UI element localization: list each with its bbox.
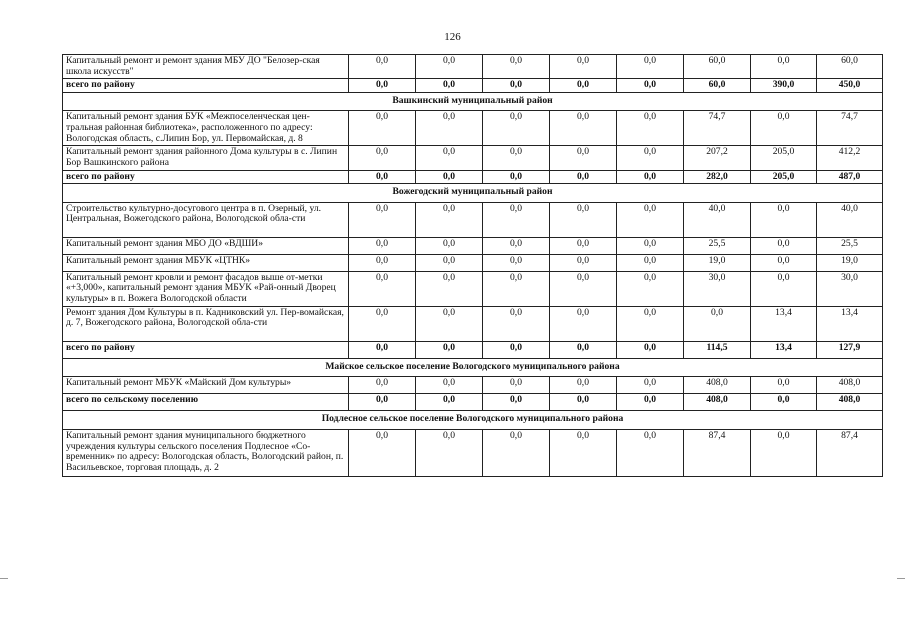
value-cell: 0,0 — [617, 146, 684, 170]
total-row — [63, 170, 883, 184]
value-cell: 0,0 — [483, 271, 550, 306]
table-row — [63, 306, 883, 341]
page-number: 126 — [444, 31, 461, 43]
value-cell: 0,0 — [550, 79, 617, 93]
value-cell: 0,0 — [483, 55, 550, 79]
row-name-cell: Капитальный ремонт здания МБУК «ЦТНК» — [63, 254, 349, 271]
value-cell: 0,0 — [349, 170, 416, 184]
row-name-cell: Капитальный ремонт здания муниципального бюджетного учреждения культуры сельского поселения Подлесное «Со-временник» по адресу: Вологодская область, Вологодский район, п. Васильевское, торговая площадь, д. 2 — [63, 429, 349, 476]
table-row — [63, 377, 883, 394]
value-cell: 0,0 — [751, 202, 817, 237]
value-cell: 0,0 — [550, 254, 617, 271]
value-cell: 19,0 — [817, 254, 883, 271]
value-cell: 408,0 — [817, 394, 883, 411]
value-cell: 0,0 — [349, 271, 416, 306]
value-cell: 114,5 — [684, 341, 751, 358]
row-name-cell: Капитальный ремонт кровли и ремонт фасадов выше от-метки «+3,000», капитальный ремонт здания МБУК «Рай-онный Дворец культуры» в п. Вожега Вологодской области — [63, 271, 349, 306]
section-header-row — [63, 411, 883, 430]
value-cell: 0,0 — [617, 111, 684, 146]
budget-table — [62, 54, 883, 477]
value-cell: 0,0 — [349, 306, 416, 341]
value-cell: 74,7 — [817, 111, 883, 146]
table-row — [63, 202, 883, 237]
table-row — [63, 146, 883, 170]
value-cell: 0,0 — [617, 55, 684, 79]
value-cell: 74,7 — [684, 111, 751, 146]
value-cell: 0,0 — [617, 254, 684, 271]
value-cell: 0,0 — [751, 254, 817, 271]
value-cell: 0,0 — [349, 202, 416, 237]
value-cell: 0,0 — [617, 377, 684, 394]
value-cell: 487,0 — [817, 170, 883, 184]
section-title: Подлесное сельское поселение Вологодского муниципального района — [63, 411, 883, 430]
table-row — [63, 271, 883, 306]
value-cell: 13,4 — [817, 306, 883, 341]
value-cell: 0,0 — [550, 55, 617, 79]
value-cell: 390,0 — [751, 79, 817, 93]
value-cell: 0,0 — [349, 111, 416, 146]
value-cell: 207,2 — [684, 146, 751, 170]
value-cell: 0,0 — [751, 111, 817, 146]
value-cell: 0,0 — [416, 377, 483, 394]
value-cell: 0,0 — [684, 306, 751, 341]
value-cell: 30,0 — [684, 271, 751, 306]
row-name-cell: Капитальный ремонт МБУК «Майский Дом культуры» — [63, 377, 349, 394]
value-cell: 0,0 — [349, 55, 416, 79]
row-name-cell: Капитальный ремонт здания районного Дома культуры в с. Липин Бор Вашкинского района — [63, 146, 349, 170]
value-cell: 0,0 — [751, 394, 817, 411]
value-cell: 0,0 — [483, 306, 550, 341]
value-cell: 30,0 — [817, 271, 883, 306]
value-cell: 0,0 — [550, 111, 617, 146]
value-cell: 0,0 — [349, 146, 416, 170]
value-cell: 205,0 — [751, 170, 817, 184]
value-cell: 282,0 — [684, 170, 751, 184]
section-header-row — [63, 92, 883, 111]
total-row — [63, 79, 883, 93]
row-name-cell: Капитальный ремонт здания БУК «Межпоселенческая цен-тральная районная библиотека», расположенного по адресу: Вологодская область, с.Липин Бор, ул. Первомайская, д. 8 — [63, 111, 349, 146]
value-cell: 0,0 — [483, 341, 550, 358]
value-cell: 0,0 — [617, 170, 684, 184]
value-cell: 0,0 — [416, 341, 483, 358]
value-cell: 0,0 — [349, 341, 416, 358]
value-cell: 0,0 — [550, 341, 617, 358]
value-cell: 0,0 — [416, 79, 483, 93]
value-cell: 0,0 — [416, 55, 483, 79]
value-cell: 0,0 — [416, 202, 483, 237]
value-cell: 0,0 — [617, 79, 684, 93]
value-cell: 25,5 — [684, 237, 751, 254]
value-cell: 0,0 — [550, 202, 617, 237]
value-cell: 60,0 — [817, 55, 883, 79]
value-cell: 87,4 — [817, 429, 883, 476]
value-cell: 0,0 — [483, 254, 550, 271]
table-row — [63, 55, 883, 79]
value-cell: 0,0 — [416, 111, 483, 146]
table-row — [63, 254, 883, 271]
value-cell: 19,0 — [684, 254, 751, 271]
value-cell: 60,0 — [684, 79, 751, 93]
value-cell: 0,0 — [416, 254, 483, 271]
value-cell: 13,4 — [751, 306, 817, 341]
section-header-row — [63, 358, 883, 377]
value-cell: 0,0 — [617, 394, 684, 411]
value-cell: 408,0 — [684, 377, 751, 394]
row-name-cell: всего по сельскому поселению — [63, 394, 349, 411]
value-cell: 0,0 — [483, 202, 550, 237]
value-cell: 450,0 — [817, 79, 883, 93]
row-name-cell: Капитальный ремонт здания МБО ДО «ВДШИ» — [63, 237, 349, 254]
value-cell: 0,0 — [416, 429, 483, 476]
value-cell: 40,0 — [817, 202, 883, 237]
value-cell: 0,0 — [550, 394, 617, 411]
section-title: Вожегодский муниципальный район — [63, 184, 883, 203]
section-header-row — [63, 184, 883, 203]
value-cell: 0,0 — [751, 237, 817, 254]
value-cell: 0,0 — [349, 237, 416, 254]
value-cell: 0,0 — [349, 429, 416, 476]
value-cell: 408,0 — [684, 394, 751, 411]
value-cell: 0,0 — [483, 429, 550, 476]
value-cell: 13,4 — [751, 341, 817, 358]
value-cell: 60,0 — [684, 55, 751, 79]
value-cell: 408,0 — [817, 377, 883, 394]
value-cell: 127,9 — [817, 341, 883, 358]
value-cell: 0,0 — [550, 146, 617, 170]
value-cell: 0,0 — [617, 237, 684, 254]
value-cell: 0,0 — [416, 306, 483, 341]
value-cell: 0,0 — [617, 271, 684, 306]
value-cell: 0,0 — [550, 377, 617, 394]
value-cell: 0,0 — [550, 170, 617, 184]
value-cell: 0,0 — [416, 170, 483, 184]
value-cell: 0,0 — [550, 271, 617, 306]
value-cell: 87,4 — [684, 429, 751, 476]
value-cell: 0,0 — [751, 429, 817, 476]
value-cell: 0,0 — [483, 170, 550, 184]
value-cell: 0,0 — [416, 394, 483, 411]
value-cell: 0,0 — [751, 377, 817, 394]
value-cell: 0,0 — [483, 377, 550, 394]
value-cell: 0,0 — [349, 394, 416, 411]
value-cell: 0,0 — [416, 271, 483, 306]
value-cell: 0,0 — [349, 79, 416, 93]
value-cell: 412,2 — [817, 146, 883, 170]
section-title: Майское сельское поселение Вологодского муниципального района — [63, 358, 883, 377]
value-cell: 0,0 — [617, 341, 684, 358]
table-row — [63, 429, 883, 476]
section-title: Вашкинский муниципальный район — [63, 92, 883, 111]
total-row — [63, 394, 883, 411]
value-cell: 0,0 — [483, 237, 550, 254]
value-cell: 0,0 — [483, 79, 550, 93]
table-row — [63, 111, 883, 146]
row-name-cell: всего по району — [63, 79, 349, 93]
value-cell: 0,0 — [483, 111, 550, 146]
margin-tick — [0, 578, 8, 579]
value-cell: 0,0 — [416, 237, 483, 254]
value-cell: 0,0 — [349, 254, 416, 271]
value-cell: 0,0 — [550, 237, 617, 254]
table-row — [63, 237, 883, 254]
value-cell: 0,0 — [617, 306, 684, 341]
value-cell: 40,0 — [684, 202, 751, 237]
row-name-cell: всего по району — [63, 170, 349, 184]
value-cell: 0,0 — [416, 146, 483, 170]
value-cell: 0,0 — [550, 429, 617, 476]
value-cell: 0,0 — [751, 271, 817, 306]
value-cell: 0,0 — [550, 306, 617, 341]
value-cell: 205,0 — [751, 146, 817, 170]
row-name-cell: Ремонт здания Дом Культуры в п. Кадниковский ул. Пер-вомайская, д. 7, Вожегодского района, Вологодской обла-сти — [63, 306, 349, 341]
total-row — [63, 341, 883, 358]
row-name-cell: Строительство культурно-досугового центра в п. Озерный, ул. Центральная, Вожегодского района, Вологодской обла-сти — [63, 202, 349, 237]
value-cell: 0,0 — [483, 394, 550, 411]
value-cell: 0,0 — [617, 429, 684, 476]
value-cell: 0,0 — [751, 55, 817, 79]
row-name-cell: Капитальный ремонт и ремонт здания МБУ ДО "Белозер-ская школа искусств" — [63, 55, 349, 79]
value-cell: 25,5 — [817, 237, 883, 254]
value-cell: 0,0 — [349, 377, 416, 394]
value-cell: 0,0 — [483, 146, 550, 170]
value-cell: 0,0 — [617, 202, 684, 237]
row-name-cell: всего по району — [63, 341, 349, 358]
margin-tick — [897, 578, 905, 579]
